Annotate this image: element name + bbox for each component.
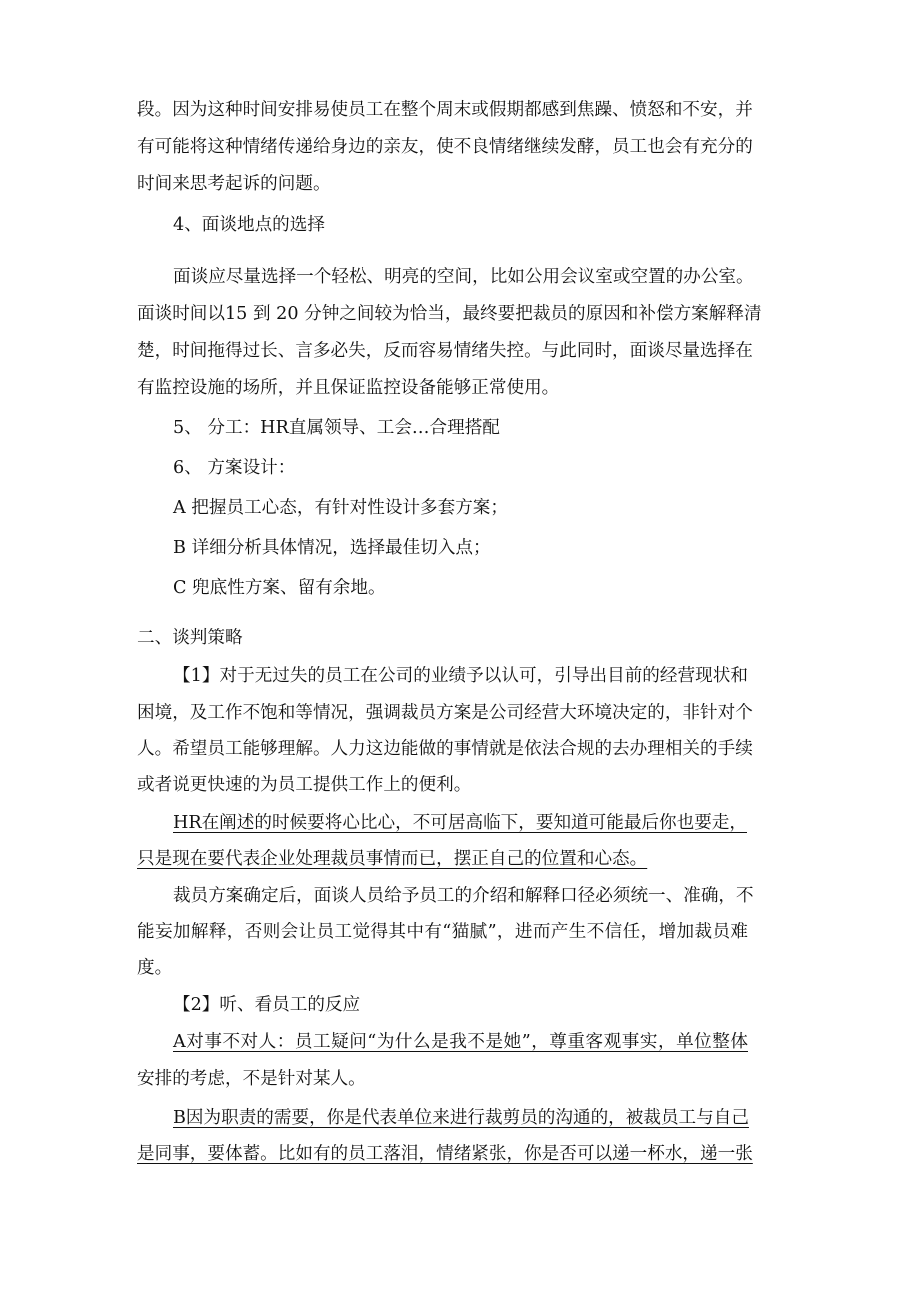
paragraph-line: 段。因为这种时间安排易使员工在整个周末或假期都感到焦躁、愤怒和不安，并: [137, 100, 753, 120]
paragraph-line: 度。: [137, 958, 173, 978]
paragraph-line: 面谈时间以15 到 20 分钟之间较为恰当，最终要把裁员的原因和补偿方案解释清: [137, 304, 762, 324]
paragraph-line: 人。希望员工能够理解。人力这边能做的事情就是依法合规的去办理相关的手续: [137, 739, 753, 759]
item-b-line: 是同事，要体蓄。比如有的员工落泪，情绪紧张，你是否可以递一杯水，递一张: [137, 1144, 753, 1164]
item-b-line: B因为职责的需要，你是代表单位来进行裁剪员的沟通的，被裁员工与自己: [173, 1108, 749, 1128]
strategy-heading: 【2】听、看员工的反应: [173, 995, 361, 1015]
paragraph-line: 【1】对于无过失的员工在公司的业绩予以认可，引导出目前的经营现状和: [173, 666, 748, 686]
paragraph-line: 面谈应尽量选择一个轻松、明亮的空间，比如公用会议室或空置的办公室。: [173, 267, 754, 287]
heading-division-of-labor: 5、 分工：HR直属领导、工会…合理搭配: [173, 418, 500, 438]
hr-note-line: 只是现在要代表企业处理裁员事情而已，摆正自己的位置和心态。: [137, 849, 648, 869]
paragraph-line: 能妄加解释，否则会让员工觉得其中有“猫腻”，进而产生不信任，增加裁员难: [137, 922, 748, 942]
item-a-line: A对事不对人：员工疑问“为什么是我不是她”，尊重客观事实，单位整体: [173, 1032, 748, 1052]
paragraph-line: 困境，及工作不饱和等情况，强调裁员方案是公司经营大环境决定的，非针对个: [137, 703, 753, 723]
plan-item: B 详细分析具体情况，选择最佳切入点；: [173, 538, 491, 558]
paragraph-line: 或者说更快速的为员工提供工作上的便利。: [137, 775, 472, 795]
section-heading-negotiation-strategy: 二、谈判策略: [137, 628, 243, 648]
paragraph-line: 时间来思考起诉的问题。: [137, 174, 331, 194]
item-a-line: 安排的考虑，不是针对某人。: [137, 1069, 366, 1089]
paragraph-line: 有监控设施的场所，并且保证监控设备能够正常使用。: [137, 378, 560, 398]
paragraph-line: 有可能将这种情绪传递给身边的亲友，使不良情绪继续发酵，员工也会有充分的: [137, 137, 753, 157]
hr-note-line: HR在阐述的时候要将心比心，不可居高临下，要知道可能最后你也要走，: [173, 813, 747, 833]
heading-meeting-location: 4、面谈地点的选择: [173, 215, 325, 235]
plan-item: C 兜底性方案、留有余地。: [173, 578, 386, 598]
heading-plan-design: 6、 方案设计：: [173, 458, 296, 478]
paragraph-line: 楚，时间拖得过长、言多必失，反而容易情绪失控。与此同时，面谈尽量选择在: [137, 341, 753, 361]
paragraph-line: 裁员方案确定后，面谈人员给予员工的介绍和解释口径必须统一、准确，不: [173, 886, 754, 906]
plan-item: A 把握员工心态，有针对性设计多套方案；: [173, 498, 508, 518]
